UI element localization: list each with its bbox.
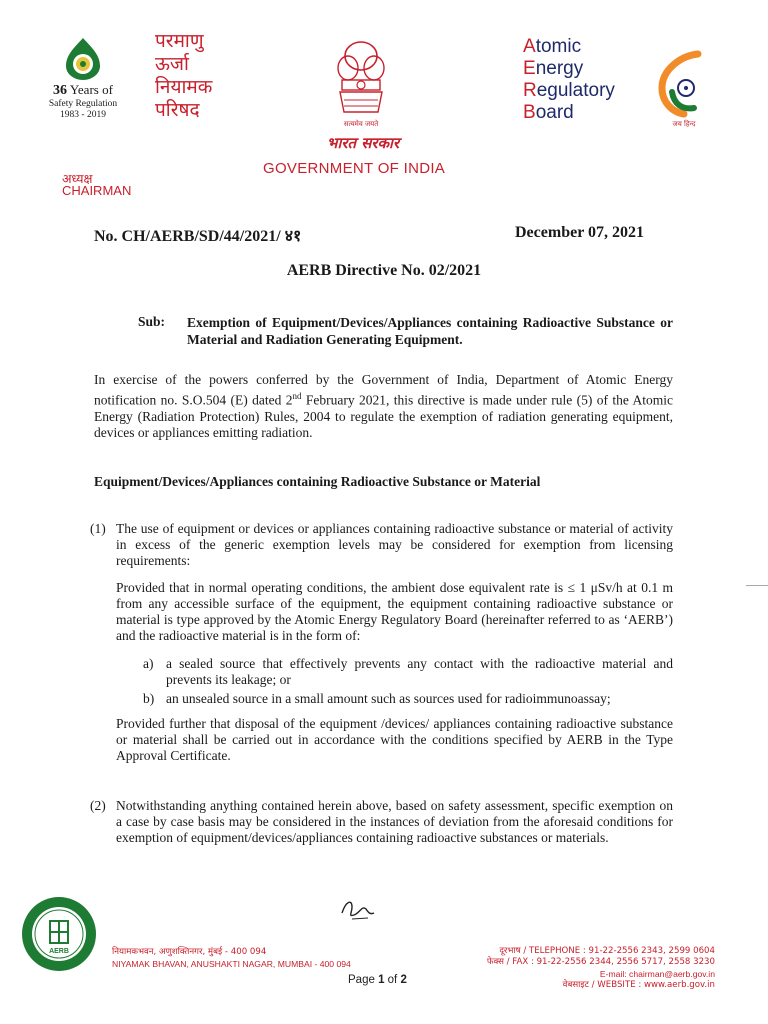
email[interactable]: E-mail: chairman@aerb.gov.in xyxy=(599,968,715,979)
section-heading: Equipment/Devices/Appliances containing Radioactive Substance or Material xyxy=(94,474,541,489)
hindi-name-line: परिषद xyxy=(155,99,200,121)
hindi-name-line: नियामक xyxy=(155,76,213,98)
directive-title: AERB Directive No. 02/2021 xyxy=(286,262,482,279)
footer-address xyxy=(112,946,351,970)
logo-years: 36 xyxy=(53,83,68,98)
proviso-1: Provided that in normal operating conditions, the ambient dose equivalent rate is ≤ 1 μSv/h at 0.1 m from any accessible surface of the equipment, the equipment containing radioactive substance or material is type approved by the Atomic Energy Regulatory Board (hereinafter referred to as ‘AERB’) and the radioactive material is in the form of: xyxy=(116,580,673,643)
item-number: (2) xyxy=(90,798,106,813)
item-2-text: Notwithstanding anything contained herein above, based on safety assessment, specific exemption on a case by case basis may be considered in the instances of deviation from the aforesaid conditions for exemption of equipment/devices/appliances containing radioactive substances or materials. xyxy=(116,798,673,845)
subject-label: Sub: xyxy=(138,314,166,329)
reference-number: No. CH/AERB/SD/44/2021/ ४१ xyxy=(94,228,302,245)
leaf-emblem-icon xyxy=(60,36,106,82)
aerb-org-name xyxy=(523,36,615,124)
footer-contact xyxy=(487,946,715,991)
sub-item-label: a) xyxy=(143,656,154,671)
intro-paragraph: In exercise of the powers conferred by the Government of India, Department of Atomic Energy notification no. S.O.504 (E) dated 2nd February 2021, this directive is made under rule (5) of the Atomic Energy (Radiation Protection) Rules, 2004 to regulate the exemption of radiation generating equipment, devices or appliances emitting radiation. xyxy=(94,372,673,440)
hindi-name-line: परमाणु xyxy=(155,30,204,52)
address-english: NIYAMAK BHAVAN, ANUSHAKTI NAGAR, MUMBAI - 400 094 xyxy=(112,959,351,969)
emblem-motto: सत्यमेव जयते xyxy=(343,120,379,128)
aerb-name-line: Regulatory xyxy=(523,80,615,101)
fax: फेक्स / FAX : 91-22-2556 2344, 2556 5717, 2558 3230 xyxy=(486,957,715,968)
logo-line2: Safety Regulation xyxy=(48,99,118,109)
government-hindi: भारत सरकार xyxy=(326,134,400,152)
aerb-name-line: Board xyxy=(523,102,574,123)
page-number: Page 1 of 2 xyxy=(348,974,407,986)
sub-item-a: a sealed source that effectively prevents any contact with the radioactive material and prevents its leakage; or xyxy=(166,656,673,687)
government-of-india: GOVERNMENT OF INDIA xyxy=(263,160,446,177)
jai-hind-text: जय हिन्द xyxy=(672,120,696,128)
address-hindi: नियामकभवन, अणुशक्तिनगर, मुंबई - 400 094 xyxy=(112,947,267,957)
hindi-org-name xyxy=(155,30,212,122)
hindi-name-line: ऊर्जा xyxy=(155,53,189,75)
telephone: दूरभाष / TELEPHONE : 91-22-2556 2343, 2599 0604 xyxy=(499,946,715,956)
subject-text: Exemption of Equipment/Devices/Appliances containing Radioactive Substance or Material and Radiation Generating Equipment. xyxy=(187,315,673,347)
sub-item-label: b) xyxy=(143,691,155,706)
item-number: (1) xyxy=(90,521,106,536)
website[interactable]: वेबसाइट / WEBSITE : www.aerb.gov.in xyxy=(562,979,715,990)
national-emblem-icon xyxy=(326,38,396,130)
aerb-name-line: Atomic xyxy=(523,36,582,57)
letter-date: December 07, 2021 xyxy=(515,224,644,241)
proviso-2: Provided further that disposal of the equipment /devices/ appliances containing radioactive substance or material shall be carried out in accordance with the conditions specified by AERB in the Type Approval Certificate. xyxy=(116,716,673,763)
sub-item-b: an unsealed source in a small amount such as sources used for radioimmunoassay; xyxy=(166,691,611,706)
chairman-label: CHAIRMAN xyxy=(62,183,132,198)
aerb-name-line: Energy xyxy=(523,58,584,79)
seal-text: AERB xyxy=(49,948,69,955)
safety-regulation-logo xyxy=(48,36,118,121)
logo-years-text: Years of xyxy=(69,82,113,97)
aerb-seal-icon xyxy=(20,895,98,973)
scan-edge-line xyxy=(746,585,768,586)
logo-line3: 1983 - 2019 xyxy=(60,110,106,120)
jai-hind-logo-icon xyxy=(652,48,710,128)
signature-icon xyxy=(338,895,378,923)
chairman-hindi: अध्यक्ष xyxy=(62,171,93,186)
item-1-text: The use of equipment or devices or appliances containing radioactive substance or material of activity in excess of the generic exemption levels may be considered for exemption from licensing requirements: xyxy=(116,521,673,568)
